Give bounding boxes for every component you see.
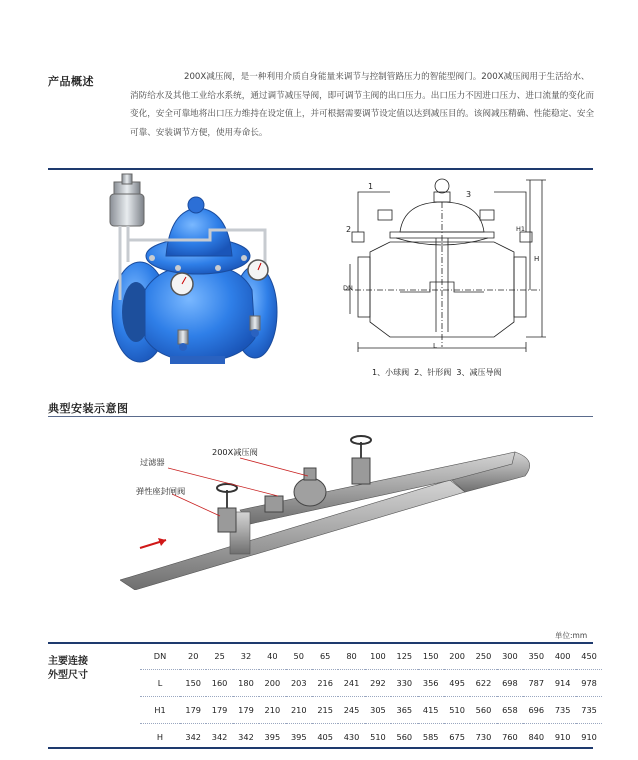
callout-gate-valve: 弹性座封闸阀 [136,486,186,496]
table-cell: 730 [475,732,492,742]
parts-legend: 1、小球阀 2、针形阀 3、减压导阀 [372,368,502,377]
install-divider [48,416,593,417]
drawing-label-1: 1 [368,182,374,191]
table-cell: 150 [180,670,206,697]
table-cell: 510 [444,697,470,724]
table-cell: 342 [238,732,254,742]
table-cell: 179 [206,697,232,724]
drawing-label-h: H [534,255,540,263]
table-cell: 20 [180,643,206,670]
table-cell: 292 [365,670,391,697]
table-cell: 50 [286,643,312,670]
table-cell: 735 [549,697,575,724]
valve-photo [100,170,300,392]
table-cell: 585 [422,732,439,742]
table-cell: 430 [343,732,360,742]
overview-heading: 产品概述 [48,75,94,88]
drawing-label-3: 3 [466,190,472,199]
table-cell: 180 [233,670,259,697]
table-cell: 914 [549,670,575,697]
table-cell: 658 [497,697,523,724]
table-cell: 840 [528,732,545,742]
dimensions-table [140,643,602,750]
install-heading: 典型安装示意图 [48,402,129,415]
row-label: L [140,670,180,697]
table-cell: 25 [206,643,232,670]
table-cell: 395 [264,732,281,742]
table-cell: 760 [502,732,518,742]
table-cell: 210 [286,697,312,724]
table-cell: 735 [576,697,602,724]
dimensions-title: 主要连接 外型尺寸 [48,656,88,681]
table-cell: 342 [211,732,228,742]
table-cell: 203 [286,670,312,697]
table-cell: 100 [365,643,391,670]
table-cell: 150 [418,643,444,670]
table-cell: 395 [290,732,307,742]
table-cell: 787 [523,670,549,697]
table-cell: 342 [185,732,202,742]
table-cell: 350 [523,643,549,670]
table-bottom-rule [48,747,593,749]
drawing-label-l: L [433,342,437,350]
table-cell: 305 [365,697,391,724]
table-cell: 415 [418,697,444,724]
table-cell: 210 [259,697,285,724]
table-cell: 160 [206,670,232,697]
row-label: H [156,732,164,742]
overview-text: 200X减压阀，是一种利用介质自身能量来调节与控制管路压力的智能型阀门。200X减压阀用于生活给水、消防给水及其他工业给水系统，通过调节减压导阀，即可调节主阀的出口压力。出口压力不因进口压力、进口流量的变化而变化，安全可靠地将出口压力维持在设定值上，并可根据需要调节设定值以达到减压目的。该阀减压精确、性能稳定、安全可靠、安装调节方便，使用寿命长。 [130,72,595,138]
row-label: H1 [140,697,180,724]
table-cell: 330 [391,670,417,697]
table-cell: 698 [497,670,523,697]
table-cell: 696 [523,697,549,724]
table-row [140,697,602,724]
table-cell: 245 [338,697,364,724]
table-cell: 300 [497,643,523,670]
table-cell: 179 [233,697,259,724]
drawing-label-h1: H1 [516,225,526,233]
table-cell: 200 [444,643,470,670]
table-cell: 978 [576,670,602,697]
table-cell: 622 [470,670,496,697]
table-cell: 450 [576,643,602,670]
table-cell: 65 [312,643,338,670]
drawing-label-dn: DN [343,284,353,292]
table-cell: 125 [391,643,417,670]
valve-technical-drawing [330,172,550,357]
table-cell: 910 [554,732,571,742]
unit-label: 单位:mm [555,631,588,640]
table-cell: 560 [470,697,496,724]
installation-diagram [120,430,540,590]
table-cell: 510 [370,732,386,742]
table-cell: 675 [449,732,465,742]
row-label: DN [140,643,180,670]
table-cell: 400 [549,643,575,670]
table-cell: 40 [259,643,285,670]
table-cell: 215 [312,697,338,724]
table-cell: 365 [391,697,417,724]
table-cell: 495 [444,670,470,697]
table-cell: 80 [338,643,364,670]
table-cell: 356 [418,670,444,697]
table-cell: 250 [470,643,496,670]
table-cell: 910 [581,732,597,742]
drawing-label-2: 2 [346,225,352,234]
table-cell: 241 [338,670,364,697]
callout-reducing-valve: 200X减压阀 [212,447,258,457]
table-cell: 216 [312,670,338,697]
callout-filter: 过滤器 [140,457,165,467]
table-cell: 560 [396,732,413,742]
table-row [140,643,602,670]
table-row [140,670,602,697]
table-cell: 405 [317,732,333,742]
table-cell: 200 [259,670,285,697]
table-cell: 32 [233,643,259,670]
table-cell: 179 [180,697,206,724]
